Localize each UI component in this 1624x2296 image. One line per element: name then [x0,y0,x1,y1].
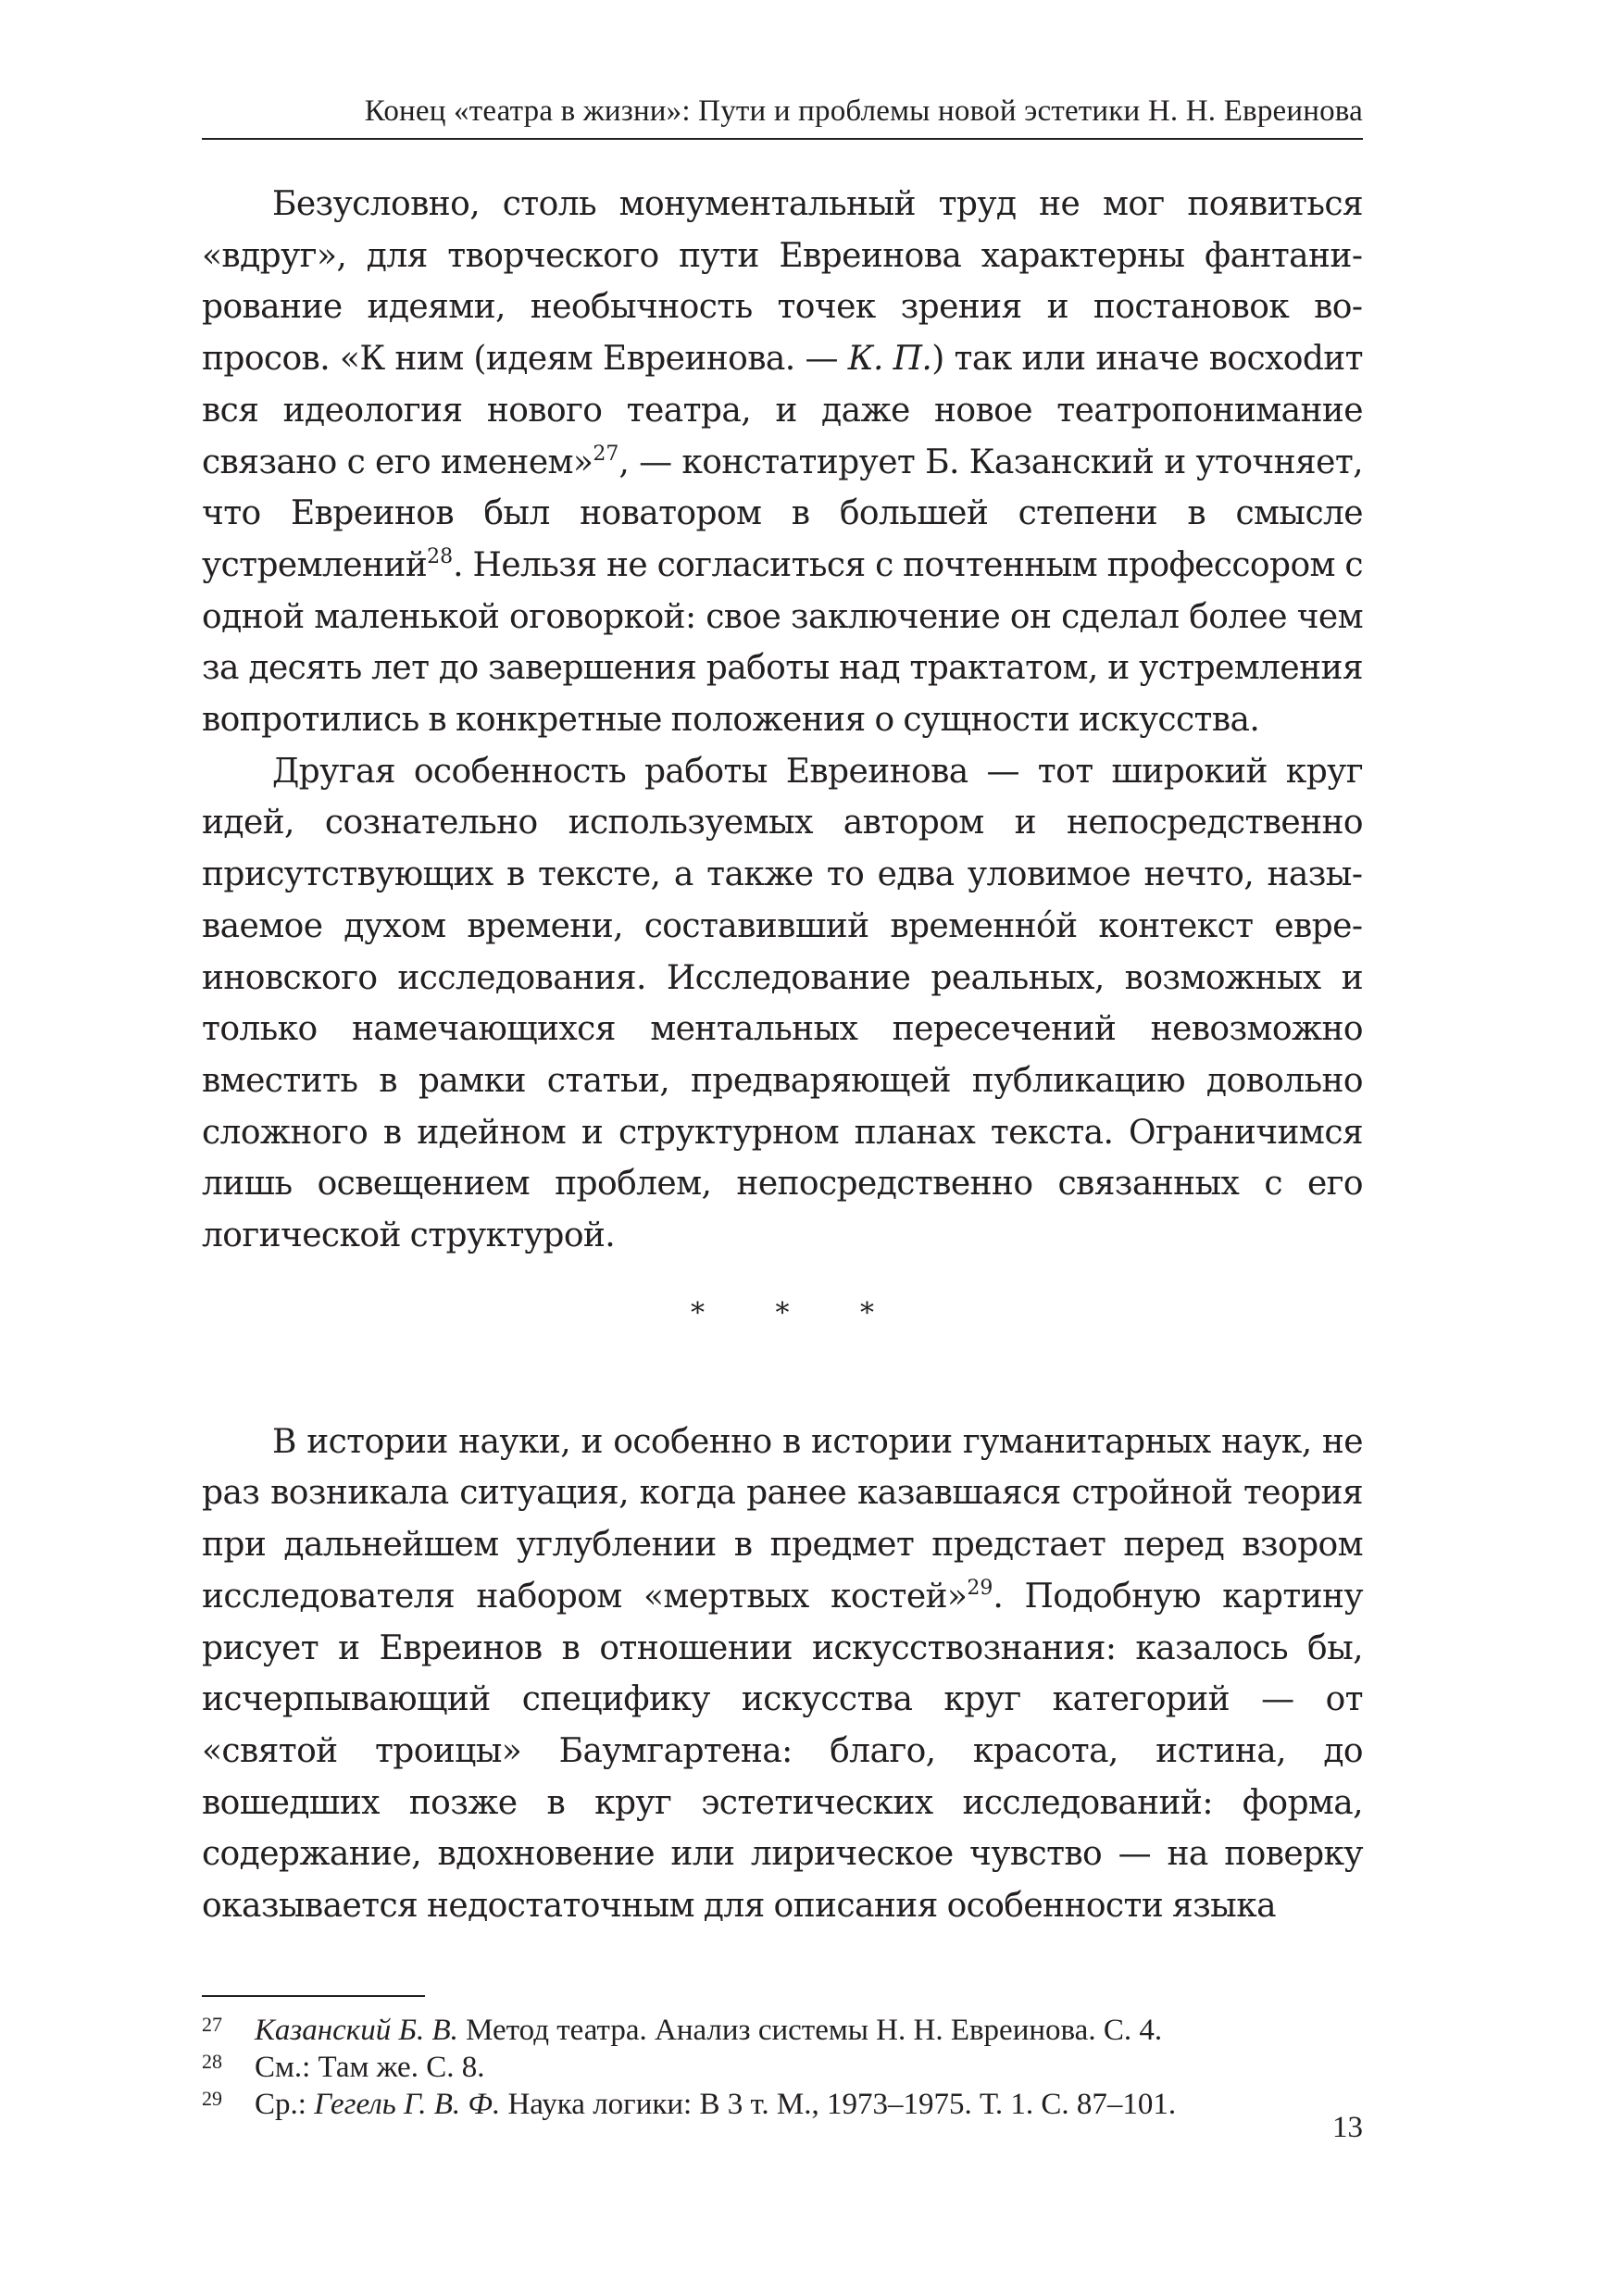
footnote-ref-28: 28 [427,544,454,568]
footnote-27 [202,2012,1363,2049]
footnote-prefix: Ср.: [255,2088,315,2121]
paragraph-3-text-b: . Подобную картину рисует и Евреинов в отношении искусствознания: казалось бы, исчерпывающий специфику искусства круг категорий — от «святой троицы» Баумгартена: благо, красота, истина, до вошедших позже в круг эстетических исследований: форма, содержание, вдохновение или лирическое чувство — на поверку оказывается недостаточным для описания особенности языка [202,1577,1363,1926]
footnote-text: Метод театра. Анализ системы Н. Н. Евреинова. С. 4. [457,2014,1163,2047]
footnote-28 [202,2049,1363,2086]
footnote-number: 29 [202,2087,222,2110]
footnote-author: Гегель Г. В. Ф. [314,2088,501,2121]
footnote-author: Казанский Б. В. [255,2014,458,2047]
footnote-number: 27 [202,2013,222,2036]
page-number: 13 [1332,2111,1363,2144]
footnote-29 [202,2086,1363,2123]
footnote-number: 28 [202,2050,222,2073]
paragraph-1 [202,179,1363,746]
paragraph-3 [202,1416,1363,1932]
paragraph-1-text-c: , — констатирует Б. Казанский и уточняет, что Евреинов был новатором в большей степени в смысле устремлений [202,443,1363,584]
header-rule [202,138,1363,140]
paragraph-3-text-a: В истории науки, и особенно в истории гуманитарных наук, не раз возникала ситуация, когда ранее казавшаяся стройной теория при дальнейшем углублении в предмет предстает перед взором исследователя набором «мертвых костей» [202,1422,1363,1616]
paragraph-1-text-d: . Нельзя не согласиться с почтенным профессором с одной маленькой оговоркой: свое заключение он сделал более чем за десять лет до завершения работы над трактатом, и устремления вопротились в конкретные положения о сущности искусства. [202,545,1363,740]
initials-italic: К. П. [847,340,932,379]
section-break: * * * [690,1296,906,1329]
footnote-ref-29: 29 [967,1576,993,1600]
footnote-text: См.: Там же. С. 8. [255,2051,485,2084]
footnote-ref-27: 27 [593,442,619,466]
paragraph-1-text-b: ) так или иначе восхоdит вся идеология нового театра, и даже новое театропонимание связано с его именем» [202,340,1363,481]
paragraph-1-text-a: Безусловно, столь монументальный труд не мог появиться «вдруг», для творческого пути Евреинова характерны фантанирование идеями, необычность точек зрения и постановок вопросов. «К ним (идеям Евреинова. — [202,185,1363,379]
footnote-text: Наука логики: В 3 т. М., 1973–1975. Т. 1. С. 87–101. [500,2088,1177,2121]
footnotes [202,2012,1363,2123]
paragraph-2: Другая особенность работы Евреинова — тот широкий круг идей, сознательно используемых автором и непосредственно присутствующих в тексте, а также то едва уловимое нечто, называемое духом времени, составивший временно́й контекст евреиновского исследования. Исследование реальных, возможных и только намечающихся ментальных пересечений невозможно вместить в рамки статьи, предваряющей публикацию довольно сложного в идейном и структурном планах текста. Ограничимся лишь освещением проблем, непосредственно связанных с его логической структурой. [202,752,1363,1255]
running-head: Конец «театра в жизни»: Пути и проблемы новой эстетики Н. Н. Евреинова [364,94,1363,128]
footnote-rule [202,1995,425,1997]
main-text [202,179,1363,1932]
